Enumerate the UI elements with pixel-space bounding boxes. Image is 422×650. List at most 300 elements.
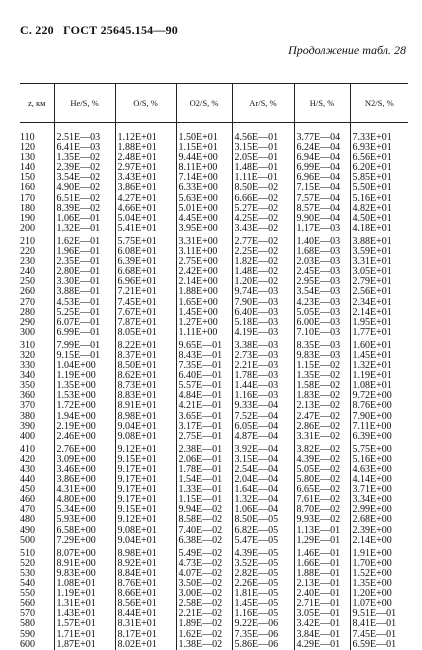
value-cell: 7.61E—02 — [294, 495, 350, 505]
value-cell: 3.05E—01 — [294, 609, 350, 619]
value-cell: 2.80E—01 — [54, 267, 115, 277]
value-cell: 8.66E+01 — [115, 589, 176, 599]
value-cell: 8.76E+00 — [350, 401, 408, 411]
altitude-cell: 530 — [20, 567, 35, 579]
value-cell: 9.65E—01 — [176, 341, 232, 351]
altitude-cell: 540 — [20, 578, 35, 590]
altitude-cell: 240 — [20, 266, 35, 278]
value-cell: 4.39E—02 — [294, 455, 350, 465]
value-cell: 7.14E+00 — [176, 173, 232, 183]
value-cell: 4.14E+00 — [350, 475, 408, 485]
value-cell: 8.44E+01 — [115, 609, 176, 619]
value-cell: 5.47E—05 — [232, 536, 294, 546]
value-cell: 1.66E—01 — [294, 559, 350, 569]
value-cell: 1.65E+00 — [176, 298, 232, 308]
value-cell: 1.04E+00 — [54, 361, 115, 371]
altitude-cell: 200 — [20, 222, 35, 234]
value-cell: 4.63E+00 — [350, 465, 408, 475]
value-cell: 9.12E+01 — [115, 445, 176, 455]
value-cell: 1.62E—02 — [176, 630, 232, 640]
value-cell: 8.07E+00 — [54, 549, 115, 559]
value-cell: 2.47E—02 — [294, 412, 350, 422]
value-cell: 4.23E—03 — [294, 298, 350, 308]
value-cell: 8.50E—05 — [232, 515, 294, 525]
table-row — [20, 432, 408, 442]
value-cell: 8.57E—04 — [294, 204, 350, 214]
value-cell: 1.68E—03 — [294, 247, 350, 257]
value-cell: 5.41E+01 — [115, 224, 176, 234]
value-cell: 7.29E+00 — [54, 536, 115, 546]
altitude-cell: 260 — [20, 286, 35, 298]
value-cell: 6.20E+01 — [350, 163, 408, 173]
page-header — [20, 23, 184, 38]
page-number: С. 220 — [20, 23, 54, 37]
value-cell: 7.45E—01 — [350, 630, 408, 640]
value-cell: 9.15E+01 — [115, 505, 176, 515]
value-cell: 2.21E—03 — [232, 361, 294, 371]
altitude-cell: 190 — [20, 212, 35, 224]
value-cell: 1.16E—05 — [232, 609, 294, 619]
value-cell: 3.54E—03 — [294, 287, 350, 297]
altitude-cell: 330 — [20, 360, 35, 372]
value-cell: 1.15E—01 — [176, 495, 232, 505]
altitude-cell: 390 — [20, 420, 35, 432]
value-cell: 4.53E—01 — [54, 298, 115, 308]
value-cell: 1.12E+01 — [115, 133, 176, 143]
value-cell: 1.82E—02 — [232, 257, 294, 267]
value-cell: 3.31E—02 — [294, 432, 350, 442]
standard-code: ГОСТ 25645.154—90 — [63, 23, 178, 37]
value-cell: 6.51E—02 — [54, 194, 115, 204]
altitude-cell: 160 — [20, 182, 35, 194]
column-header: Ar/S, % — [232, 84, 294, 123]
value-cell: 7.90E—03 — [232, 298, 294, 308]
altitude-cell: 340 — [20, 370, 35, 382]
value-cell: 3.17E—01 — [176, 422, 232, 432]
value-cell: 3.34E+00 — [350, 495, 408, 505]
value-cell: 6.68E+01 — [115, 267, 176, 277]
value-cell: 7.15E—04 — [294, 183, 350, 193]
value-cell: 7.11E+00 — [350, 422, 408, 432]
value-cell: 6.07E—01 — [54, 318, 115, 328]
value-cell: 7.67E+01 — [115, 308, 176, 318]
value-cell: 7.40E—02 — [176, 526, 232, 536]
value-cell: 1.53E+00 — [54, 391, 115, 401]
value-cell: 2.35E—01 — [54, 257, 115, 267]
value-cell: 9.17E+01 — [115, 465, 176, 475]
value-cell: 4.18E+01 — [350, 224, 408, 234]
value-cell: 1.50E+01 — [176, 133, 232, 143]
value-cell: 2.76E+00 — [54, 445, 115, 455]
altitude-cell: 480 — [20, 514, 35, 526]
value-cell: 8.39E—02 — [54, 204, 115, 214]
altitude-cell: 580 — [20, 618, 35, 630]
value-cell: 6.94E—04 — [294, 153, 350, 163]
altitude-cell: 250 — [20, 276, 35, 288]
altitude-cell: 170 — [20, 192, 35, 204]
value-cell: 3.43E—02 — [232, 224, 294, 234]
value-cell: 4.45E+00 — [176, 214, 232, 224]
value-cell: 4.29E—01 — [294, 640, 350, 650]
value-cell: 7.45E+01 — [115, 298, 176, 308]
value-cell: 6.56E+01 — [350, 153, 408, 163]
value-cell: 6.58E+00 — [54, 526, 115, 536]
value-cell: 1.89E—02 — [176, 619, 232, 629]
value-cell: 3.42E—01 — [294, 619, 350, 629]
value-cell: 9.22E—06 — [232, 619, 294, 629]
value-cell: 1.96E—01 — [54, 247, 115, 257]
value-cell: 4.27E+01 — [115, 194, 176, 204]
altitude-cell: 370 — [20, 400, 35, 412]
value-cell: 2.14E+01 — [350, 308, 408, 318]
table-row — [20, 619, 408, 629]
value-cell: 9.08E+01 — [115, 526, 176, 536]
table-row — [20, 224, 408, 234]
altitude-cell: 270 — [20, 296, 35, 308]
value-cell: 8.73E+01 — [115, 381, 176, 391]
value-cell: 3.31E+01 — [350, 257, 408, 267]
value-cell: 5.75E+01 — [115, 237, 176, 247]
value-cell: 7.33E+01 — [350, 133, 408, 143]
value-cell: 6.24E—04 — [294, 143, 350, 153]
altitude-cell: 140 — [20, 162, 35, 174]
altitude-cell: 110 — [20, 132, 35, 143]
value-cell: 9.17E+01 — [115, 495, 176, 505]
value-cell: 8.43E—01 — [176, 351, 232, 361]
value-cell: 2.04E—04 — [232, 475, 294, 485]
value-cell: 8.02E+01 — [115, 640, 176, 650]
value-cell: 1.35E—02 — [294, 371, 350, 381]
value-cell: 9.15E—01 — [54, 351, 115, 361]
value-cell: 1.54E—01 — [176, 475, 232, 485]
value-cell: 4.21E—01 — [176, 401, 232, 411]
value-cell: 2.05E—01 — [232, 153, 294, 163]
value-cell: 2.14E+00 — [176, 277, 232, 287]
value-cell: 1.52E+00 — [350, 569, 408, 579]
altitude-cell: 400 — [20, 430, 35, 442]
altitude-cell: 490 — [20, 524, 35, 536]
value-cell: 9.83E+00 — [54, 569, 115, 579]
value-cell: 1.27E+00 — [176, 318, 232, 328]
value-cell: 4.07E—02 — [176, 569, 232, 579]
value-cell: 7.52E—04 — [232, 412, 294, 422]
value-cell: 9.17E+01 — [115, 475, 176, 485]
value-cell: 8.05E+01 — [115, 328, 176, 338]
altitude-cell: 550 — [20, 588, 35, 600]
value-cell: 9.08E+01 — [115, 432, 176, 442]
value-cell: 4.39E—05 — [232, 549, 294, 559]
value-cell: 1.70E+00 — [350, 559, 408, 569]
value-cell: 9.51E—01 — [350, 609, 408, 619]
value-cell: 6.40E—01 — [176, 371, 232, 381]
value-cell: 7.99E—01 — [54, 341, 115, 351]
value-cell: 4.25E—02 — [232, 214, 294, 224]
value-cell: 9.44E+00 — [176, 153, 232, 163]
value-cell: 2.34E+01 — [350, 298, 408, 308]
value-cell: 1.46E—01 — [294, 549, 350, 559]
value-cell: 8.41E—01 — [350, 619, 408, 629]
value-cell: 6.66E—02 — [232, 194, 294, 204]
value-cell: 2.13E—02 — [294, 401, 350, 411]
value-cell: 6.82E—05 — [232, 526, 294, 536]
value-cell: 1.88E+01 — [115, 143, 176, 153]
value-cell: 1.32E—01 — [54, 224, 115, 234]
column-header: O/S, % — [115, 84, 176, 123]
value-cell: 3.52E—05 — [232, 559, 294, 569]
column-header: N2/S, % — [350, 84, 408, 123]
value-cell: 1.07E+00 — [350, 599, 408, 609]
value-cell: 9.74E—03 — [232, 287, 294, 297]
altitude-cell: 350 — [20, 380, 35, 392]
value-cell: 2.75E—01 — [176, 432, 232, 442]
value-cell: 9.04E+01 — [115, 422, 176, 432]
value-cell: 9.17E+01 — [115, 485, 176, 495]
value-cell: 6.99E—04 — [294, 163, 350, 173]
value-cell: 8.31E+01 — [115, 619, 176, 629]
altitude-cell: 560 — [20, 598, 35, 610]
altitude-cell: 290 — [20, 316, 35, 328]
table-row — [20, 640, 408, 650]
value-cell: 5.05E—02 — [294, 465, 350, 475]
value-cell: 5.05E—03 — [294, 308, 350, 318]
value-cell: 3.86E+01 — [115, 183, 176, 193]
altitude-cell: 470 — [20, 504, 35, 516]
altitude-cell: 510 — [20, 547, 35, 559]
value-cell: 3.88E+01 — [350, 237, 408, 247]
value-cell: 1.88E—01 — [294, 569, 350, 579]
value-cell: 1.06E—04 — [232, 505, 294, 515]
value-cell: 1.45E—05 — [232, 599, 294, 609]
value-cell: 1.45E+00 — [176, 308, 232, 318]
value-cell: 5.04E+01 — [115, 214, 176, 224]
value-cell: 2.45E—03 — [294, 267, 350, 277]
altitude-cell: 570 — [20, 608, 35, 620]
value-cell: 1.45E+01 — [350, 351, 408, 361]
altitude-cell: 410 — [20, 443, 35, 455]
value-cell: 2.48E+01 — [115, 153, 176, 163]
value-cell: 1.43E+01 — [54, 609, 115, 619]
value-cell: 1.48E—01 — [232, 163, 294, 173]
value-cell: 2.42E+00 — [176, 267, 232, 277]
value-cell: 4.66E+01 — [115, 204, 176, 214]
value-cell: 2.97E+01 — [115, 163, 176, 173]
table-row — [20, 328, 408, 338]
value-cell: 3.95E+00 — [176, 224, 232, 234]
value-cell: 3.59E+01 — [350, 247, 408, 257]
value-cell: 8.92E+01 — [115, 559, 176, 569]
value-cell: 3.82E—02 — [294, 445, 350, 455]
value-cell: 8.84E+01 — [115, 569, 176, 579]
value-cell: 2.03E—03 — [294, 257, 350, 267]
value-cell: 7.90E+00 — [350, 412, 408, 422]
value-cell: 2.06E—01 — [176, 455, 232, 465]
altitude-cell: 280 — [20, 306, 35, 318]
altitude-cell: 600 — [20, 638, 35, 650]
value-cell: 2.25E—02 — [232, 247, 294, 257]
value-cell: 3.30E—01 — [54, 277, 115, 287]
value-cell: 6.40E—03 — [232, 308, 294, 318]
value-cell: 7.35E—01 — [176, 361, 232, 371]
value-cell: 7.10E—03 — [294, 328, 350, 338]
value-cell: 3.00E—02 — [176, 589, 232, 599]
value-cell: 3.50E—02 — [176, 579, 232, 589]
value-cell: 8.83E+01 — [115, 391, 176, 401]
altitude-cell: 590 — [20, 628, 35, 640]
value-cell: 4.73E—02 — [176, 559, 232, 569]
value-cell: 8.37E+01 — [115, 351, 176, 361]
altitude-cell: 310 — [20, 339, 35, 351]
value-cell: 8.17E+01 — [115, 630, 176, 640]
value-cell: 1.20E+00 — [350, 589, 408, 599]
value-cell: 3.05E+01 — [350, 267, 408, 277]
value-cell: 2.54E—04 — [232, 465, 294, 475]
altitude-cell: 450 — [20, 484, 35, 496]
value-cell: 6.59E—01 — [350, 640, 408, 650]
value-cell: 1.78E—01 — [176, 465, 232, 475]
value-cell: 9.04E+01 — [115, 536, 176, 546]
value-cell: 1.71E+01 — [54, 630, 115, 640]
altitude-cell: 420 — [20, 453, 35, 465]
altitude-cell: 230 — [20, 256, 35, 268]
value-cell: 2.68E+00 — [350, 515, 408, 525]
value-cell: 6.39E+00 — [350, 432, 408, 442]
value-cell: 1.31E+01 — [54, 599, 115, 609]
value-cell: 8.56E+01 — [115, 599, 176, 609]
value-cell: 1.91E+00 — [350, 549, 408, 559]
value-cell: 2.38E—01 — [176, 445, 232, 455]
value-cell: 6.99E—01 — [54, 328, 115, 338]
value-cell: 8.11E+00 — [176, 163, 232, 173]
table-body — [20, 123, 408, 650]
value-cell: 2.71E—01 — [294, 599, 350, 609]
value-cell: 5.57E—01 — [176, 381, 232, 391]
value-cell: 9.93E—02 — [294, 515, 350, 525]
altitude-cell: 220 — [20, 246, 35, 258]
value-cell: 3.15E—04 — [232, 455, 294, 465]
value-cell: 4.90E—02 — [54, 183, 115, 193]
value-cell: 6.41E—03 — [54, 143, 115, 153]
value-cell: 3.92E—04 — [232, 445, 294, 455]
altitude-cell: 180 — [20, 202, 35, 214]
altitude-cell: 210 — [20, 235, 35, 247]
value-cell: 9.90E—04 — [294, 214, 350, 224]
value-cell: 9.12E+01 — [115, 515, 176, 525]
value-cell: 2.75E+00 — [176, 257, 232, 267]
value-cell: 6.65E—02 — [294, 485, 350, 495]
value-cell: 1.20E—02 — [232, 277, 294, 287]
value-cell: 8.50E+01 — [115, 361, 176, 371]
value-cell: 8.50E—02 — [232, 183, 294, 193]
value-cell: 1.64E—04 — [232, 485, 294, 495]
altitude-cell: 460 — [20, 494, 35, 506]
value-cell: 3.31E+00 — [176, 237, 232, 247]
value-cell: 2.39E—02 — [54, 163, 115, 173]
value-cell: 2.86E—02 — [294, 422, 350, 432]
value-cell: 3.65E—01 — [176, 412, 232, 422]
value-cell: 2.26E—05 — [232, 579, 294, 589]
value-cell: 3.38E—03 — [232, 341, 294, 351]
altitude-cell: 300 — [20, 326, 35, 338]
value-cell: 1.32E+01 — [350, 361, 408, 371]
value-cell: 5.16E+01 — [350, 194, 408, 204]
value-cell: 4.82E+01 — [350, 204, 408, 214]
value-cell: 1.94E+00 — [54, 412, 115, 422]
value-cell: 3.11E+00 — [176, 247, 232, 257]
value-cell: 2.56E+01 — [350, 287, 408, 297]
value-cell: 1.08E+01 — [350, 381, 408, 391]
value-cell: 1.60E+01 — [350, 341, 408, 351]
column-header: z, км — [20, 84, 54, 123]
value-cell: 2.58E—02 — [176, 599, 232, 609]
value-cell: 3.77E—04 — [294, 133, 350, 143]
value-cell: 6.93E+01 — [350, 143, 408, 153]
value-cell: 5.01E+00 — [176, 204, 232, 214]
value-cell: 1.35E+00 — [350, 579, 408, 589]
column-header: H/S, % — [294, 84, 350, 123]
value-cell: 2.46E+00 — [54, 432, 115, 442]
value-cell: 8.70E—02 — [294, 505, 350, 515]
value-cell: 3.88E—01 — [54, 287, 115, 297]
value-cell: 3.46E+00 — [54, 465, 115, 475]
value-cell: 2.14E+00 — [350, 536, 408, 546]
altitude-cell: 440 — [20, 474, 35, 486]
value-cell: 2.95E—03 — [294, 277, 350, 287]
value-cell: 5.50E+01 — [350, 183, 408, 193]
value-cell: 6.38E—02 — [176, 536, 232, 546]
value-cell: 1.19E+01 — [350, 371, 408, 381]
value-cell: 1.72E+00 — [54, 401, 115, 411]
altitude-cell: 130 — [20, 152, 35, 164]
value-cell: 1.44E—03 — [232, 381, 294, 391]
value-cell: 9.15E+01 — [115, 455, 176, 465]
value-cell: 1.87E+01 — [54, 640, 115, 650]
altitude-cell: 430 — [20, 464, 35, 475]
value-cell: 5.63E+00 — [176, 194, 232, 204]
value-cell: 7.35E—06 — [232, 630, 294, 640]
value-cell: 1.19E+01 — [54, 589, 115, 599]
altitude-cell: 520 — [20, 557, 35, 569]
value-cell: 5.27E—02 — [232, 204, 294, 214]
value-cell: 1.11E—01 — [232, 173, 294, 183]
value-cell: 4.19E—03 — [232, 328, 294, 338]
value-cell: 1.11E+00 — [176, 328, 232, 338]
value-cell: 2.82E—05 — [232, 569, 294, 579]
value-cell: 5.18E—03 — [232, 318, 294, 328]
value-cell: 1.15E—02 — [294, 361, 350, 371]
value-cell: 5.80E—02 — [294, 475, 350, 485]
value-cell: 3.86E+00 — [54, 475, 115, 485]
value-cell: 5.85E+01 — [350, 173, 408, 183]
value-cell: 5.75E+00 — [350, 445, 408, 455]
value-cell: 8.22E+01 — [115, 341, 176, 351]
altitude-cell: 120 — [20, 142, 35, 154]
value-cell: 1.06E—01 — [54, 214, 115, 224]
value-cell: 5.34E+00 — [54, 505, 115, 515]
value-cell: 1.58E—02 — [294, 381, 350, 391]
value-cell: 9.83E—03 — [294, 351, 350, 361]
data-table — [20, 83, 408, 650]
value-cell: 1.48E—02 — [232, 267, 294, 277]
value-cell: 2.73E—03 — [232, 351, 294, 361]
value-cell: 4.84E—01 — [176, 391, 232, 401]
value-cell: 8.91E+01 — [115, 401, 176, 411]
value-cell: 1.78E—03 — [232, 371, 294, 381]
value-cell: 3.15E—01 — [232, 143, 294, 153]
value-cell: 9.72E+00 — [350, 391, 408, 401]
value-cell: 1.77E+01 — [350, 328, 408, 338]
value-cell: 1.38E—02 — [176, 640, 232, 650]
value-cell: 1.35E+00 — [54, 381, 115, 391]
